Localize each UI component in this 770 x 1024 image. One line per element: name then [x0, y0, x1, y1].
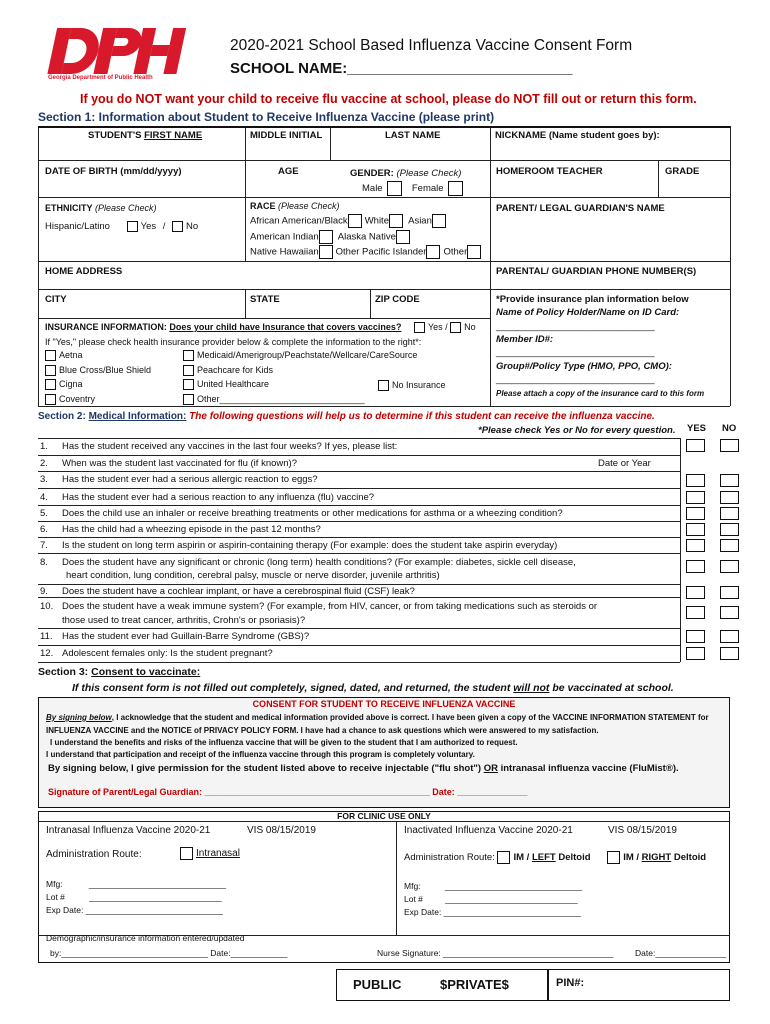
- provider-cigna-checkbox[interactable]: [45, 379, 56, 390]
- consent-paragraph-1: By signing below, I acknowledge that the student and medical information provided above is correct. I have been given a copy of the VACCINE INFORMATION STATEMENT for INFLUENZA VACCINE and the NOTICE of PRIVACY POLICY FORM. I have had a chance to ask questions which were answered to my satisfaction.: [46, 713, 709, 735]
- q10-text: Does the student have a weak immune system? (For example, from HIV, cancer, or from taking medications such as steroids or: [62, 601, 598, 612]
- q8-number: 8.: [40, 557, 48, 568]
- q4-number: 4.: [40, 492, 48, 503]
- do-not-return-warning: If you do NOT want your child to receive flu vaccine at school, please do NOT fill out or return this form.: [80, 92, 697, 106]
- inactivated-vis: VIS 08/15/2019: [608, 825, 677, 836]
- q3-no-checkbox[interactable]: [720, 474, 739, 487]
- dob-label: DATE OF BIRTH (mm/dd/yyyy): [45, 166, 182, 177]
- member-id-field[interactable]: ______________________________: [496, 347, 655, 358]
- q5-number: 5.: [40, 508, 48, 519]
- intranasal-checkbox[interactable]: [180, 847, 193, 860]
- race-american-indian-checkbox[interactable]: [319, 230, 333, 244]
- q4-yes-checkbox[interactable]: [686, 491, 705, 504]
- pin-label: PIN#:: [556, 977, 585, 989]
- q7-text: Is the student on long term aspirin or aspirin-containing therapy (For example: does the student take aspirin everyday): [62, 540, 558, 551]
- check-every-question-hint: *Please check Yes or No for every question.: [478, 425, 676, 436]
- im-right-checkbox[interactable]: [607, 851, 620, 864]
- q11-yes-checkbox[interactable]: [686, 630, 705, 643]
- q10-no-checkbox[interactable]: [720, 606, 739, 619]
- public-label[interactable]: PUBLIC: [353, 977, 402, 992]
- q3-number: 3.: [40, 474, 48, 485]
- female-checkbox[interactable]: [448, 181, 463, 196]
- provider-bcbs-checkbox[interactable]: [45, 365, 56, 376]
- q11-text: Has the student ever had Guillain-Barre Syndrome (GBS)?: [62, 631, 310, 642]
- q6-text: Has the child had a wheezing episode in the past 12 months?: [62, 524, 321, 535]
- city-label: CITY: [45, 294, 67, 305]
- q10-number: 10.: [40, 601, 54, 612]
- member-id-label: Member ID#:: [496, 334, 554, 345]
- provider-list-mid: Medicaid/Amerigroup/Peachstate/Wellcare/CareSource Peachcare for Kids United Healthcare Other_____________________________: [183, 350, 417, 408]
- race-pacific-checkbox[interactable]: [426, 245, 440, 259]
- race-other-checkbox[interactable]: [467, 245, 481, 259]
- q4-no-checkbox[interactable]: [720, 491, 739, 504]
- intranasal-lot-fields: Mfg: _____________________________ Lot # ____________________________ Exp Date: _____________________________: [46, 879, 226, 915]
- q2-text: When was the student last vaccinated for flu (if known)?: [62, 458, 297, 469]
- ethnicity-options: Hispanic/Latino Yes / No: [45, 221, 199, 233]
- q10-text-cont: those used to treat cancer, arthritis, Crohn's or psoriasis)?: [62, 615, 306, 626]
- race-label: RACE (Please Check): [250, 201, 340, 211]
- age-label: AGE: [278, 166, 299, 177]
- race-row-3: Native Hawaiian Other Pacific Islander Other: [250, 245, 484, 259]
- intranasal-vis: VIS 08/15/2019: [247, 825, 316, 836]
- race-alaska-checkbox[interactable]: [396, 230, 410, 244]
- q10-yes-checkbox[interactable]: [686, 606, 705, 619]
- gender-options: Male Female: [362, 181, 466, 196]
- intranasal-vaccine-label: Intranasal Influenza Vaccine 2020-21: [46, 825, 211, 836]
- provider-united-checkbox[interactable]: [183, 379, 194, 390]
- intranasal-route-option: Intranasal: [180, 847, 240, 860]
- yes-column-header: YES: [687, 423, 707, 434]
- ethnicity-label: ETHNICITY (Please Check): [45, 203, 157, 213]
- q8-no-checkbox[interactable]: [720, 560, 739, 573]
- q1-no-checkbox[interactable]: [720, 439, 739, 452]
- demographic-updated-label: Demographic/insurance information entered/updated: [46, 933, 245, 943]
- provider-peachcare-checkbox[interactable]: [183, 365, 194, 376]
- intranasal-mfg-field[interactable]: _____________________________: [88, 879, 226, 889]
- provider-medicaid-checkbox[interactable]: [183, 350, 194, 361]
- group-label: Group#/Policy Type (HMO, PPO, CMO):: [496, 361, 672, 372]
- q8-text-cont: heart condition, lung condition, cerebral palsy, muscle or nerve disorder, juvenile arthritis): [66, 570, 440, 581]
- q8-text: Does the student have any significant or chronic (long term) health conditions? (For example: diabetes, sickle cell disease,: [62, 557, 576, 568]
- provider-other-checkbox[interactable]: [183, 394, 194, 405]
- race-african-checkbox[interactable]: [348, 214, 362, 228]
- q11-no-checkbox[interactable]: [720, 630, 739, 643]
- q8-yes-checkbox[interactable]: [686, 560, 705, 573]
- last-name-label: LAST NAME: [385, 130, 441, 141]
- guardian-signature-field[interactable]: Signature of Parent/Legal Guardian: _____________________________________________ Date: ______________: [48, 787, 528, 797]
- provider-coventry-checkbox[interactable]: [45, 394, 56, 405]
- inactivated-mfg-field[interactable]: _____________________________: [444, 881, 582, 891]
- first-name-label: STUDENT'S FIRST NAME: [88, 130, 203, 141]
- q9-number: 9.: [40, 586, 48, 597]
- insurance-if-yes: If "Yes," please check health insurance provider below & complete the information to the right*:: [45, 337, 422, 347]
- im-left-checkbox[interactable]: [497, 851, 510, 864]
- q11-number: 11.: [40, 631, 53, 642]
- provider-aetna-checkbox[interactable]: [45, 350, 56, 361]
- q1-number: 1.: [40, 441, 48, 452]
- q9-no-checkbox[interactable]: [720, 586, 739, 599]
- policy-holder-label: Name of Policy Holder/Name on ID Card:: [496, 307, 680, 318]
- nickname-label: NICKNAME (Name student goes by):: [495, 130, 660, 141]
- logo-subtitle: Georgia Department of Public Health: [48, 75, 153, 81]
- nurse-date-field[interactable]: Date:_______________: [635, 948, 727, 958]
- homeroom-label: HOMEROOM TEACHER: [496, 166, 603, 177]
- middle-initial-label: MIDDLE INITIAL: [250, 130, 323, 141]
- gender-label: GENDER: (Please Check): [350, 168, 462, 179]
- hispanic-yes-checkbox[interactable]: [127, 221, 138, 232]
- updated-by-field[interactable]: by:_______________________________ Date:____________: [50, 948, 288, 958]
- inactivated-exp-field[interactable]: _____________________________: [443, 907, 581, 917]
- consent-paragraph-3: I understand that participation and receipt of the influenza vaccine through this program is completely voluntary.: [46, 750, 475, 759]
- dph-logo: [40, 24, 190, 90]
- zip-label: ZIP CODE: [375, 294, 420, 305]
- insurance-yes-checkbox[interactable]: [414, 322, 425, 333]
- q4-text: Has the student ever had a serious reaction to any influenza (flu) vaccine?: [62, 492, 375, 503]
- q7-number: 7.: [40, 540, 48, 551]
- q6-number: 6.: [40, 524, 48, 535]
- intranasal-lot-field[interactable]: ____________________________: [89, 892, 222, 902]
- intranasal-exp-field[interactable]: _____________________________: [85, 905, 223, 915]
- no-column-header: NO: [722, 423, 737, 434]
- form-title: 2020-2021 School Based Influenza Vaccine Consent Form: [230, 37, 633, 54]
- q12-number: 12.: [40, 648, 54, 659]
- inactivated-vaccine-label: Inactivated Influenza Vaccine 2020-21: [404, 825, 573, 836]
- section3-warning: If this consent form is not filled out completely, signed, dated, and returned, the student will not be vaccinated at school.: [72, 682, 674, 694]
- clinic-title: FOR CLINIC USE ONLY: [337, 811, 431, 821]
- group-field[interactable]: ______________________________: [496, 374, 655, 385]
- attach-card-note: Please attach a copy of the insurance card to this form: [496, 389, 705, 398]
- section3-heading: Section 3: Consent to vaccinate:: [38, 666, 201, 678]
- q1-yes-checkbox[interactable]: [686, 439, 705, 452]
- section1-heading: Section 1: Information about Student to Receive Influenza Vaccine (please print): [38, 110, 495, 124]
- q9-yes-checkbox[interactable]: [686, 586, 705, 599]
- no-insurance-option: No Insurance: [378, 380, 446, 391]
- no-insurance-checkbox[interactable]: [378, 380, 389, 391]
- race-white-checkbox[interactable]: [389, 214, 403, 228]
- q5-yes-checkbox[interactable]: [686, 507, 705, 520]
- male-checkbox[interactable]: [387, 181, 402, 196]
- inactivated-route: Administration Route: IM / LEFT Deltoid IM / RIGHT Deltoid: [404, 852, 707, 864]
- race-hawaiian-checkbox[interactable]: [319, 245, 333, 259]
- insurance-question: INSURANCE INFORMATION: Does your child have Insurance that covers vaccines? Yes / No: [45, 322, 476, 332]
- inactivated-lot-field[interactable]: ____________________________: [445, 894, 578, 904]
- hispanic-no-checkbox[interactable]: [172, 221, 183, 232]
- q2-number: 2.: [40, 458, 48, 469]
- q12-yes-checkbox[interactable]: [686, 647, 705, 660]
- q6-no-checkbox[interactable]: [720, 523, 739, 536]
- q6-yes-checkbox[interactable]: [686, 523, 705, 536]
- race-asian-checkbox[interactable]: [432, 214, 446, 228]
- date-or-year-label: Date or Year: [598, 458, 651, 469]
- private-label[interactable]: $PRIVATE$: [440, 977, 509, 992]
- q5-no-checkbox[interactable]: [720, 507, 739, 520]
- q12-text: Adolescent females only: Is the student pregnant?: [62, 648, 273, 659]
- q1-text: Has the student received any vaccines in the last four weeks? If yes, please list:: [62, 441, 398, 452]
- guardian-phone-label: PARENTAL/ GUARDIAN PHONE NUMBER(S): [496, 266, 697, 277]
- race-row-1: African American/Black White Asian: [250, 214, 449, 228]
- race-row-2: American Indian Alaska Native: [250, 230, 413, 244]
- consent-permission: By signing below, I give permission for the student listed above to receive injectable ("flu shot") OR intranasal influenza vaccine (FluMist®).: [48, 763, 679, 774]
- guardian-label: PARENT/ LEGAL GUARDIAN'S NAME: [496, 203, 665, 214]
- q9-text: Does the student have a cochlear implant, or have a cerebrospinal fluid (CSF) leak?: [62, 586, 415, 597]
- policy-holder-field[interactable]: ______________________________: [496, 321, 655, 332]
- q7-no-checkbox[interactable]: [720, 539, 739, 552]
- home-address-label: HOME ADDRESS: [45, 266, 123, 277]
- provider-list-left: Aetna Blue Cross/Blue Shield Cigna Coventry: [45, 350, 151, 408]
- intranasal-route-label: Administration Route:: [46, 849, 142, 860]
- consent-title: CONSENT FOR STUDENT TO RECEIVE INFLUENZA VACCINE: [252, 699, 516, 709]
- q7-yes-checkbox[interactable]: [686, 539, 705, 552]
- q12-no-checkbox[interactable]: [720, 647, 739, 660]
- insurance-info-title: *Provide insurance plan information below: [496, 294, 689, 305]
- q3-text: Has the student ever had a serious allergic reaction to eggs?: [62, 474, 318, 485]
- q3-yes-checkbox[interactable]: [686, 474, 705, 487]
- nurse-signature-field[interactable]: Nurse Signature: ____________________________________: [377, 948, 614, 958]
- state-label: STATE: [250, 294, 280, 305]
- q5-text: Does the child use an inhaler or receive breathing treatments or other medications for asthma or a wheezing condition?: [62, 508, 563, 519]
- consent-paragraph-2: I understand the benefits and risks of the influenza vaccine that will be given to the student that I am authorized to request.: [50, 738, 518, 747]
- section2-heading: Section 2: Medical Information: The following questions will help us to determine if this student can receive the influenza vaccine.: [38, 411, 655, 422]
- insurance-no-checkbox[interactable]: [450, 322, 461, 333]
- grade-label: GRADE: [665, 166, 700, 177]
- inactivated-lot-fields: Mfg: _____________________________ Lot # ____________________________ Exp Date: _____________________________: [404, 881, 582, 917]
- school-name-field[interactable]: SCHOOL NAME:___________________________: [230, 60, 573, 77]
